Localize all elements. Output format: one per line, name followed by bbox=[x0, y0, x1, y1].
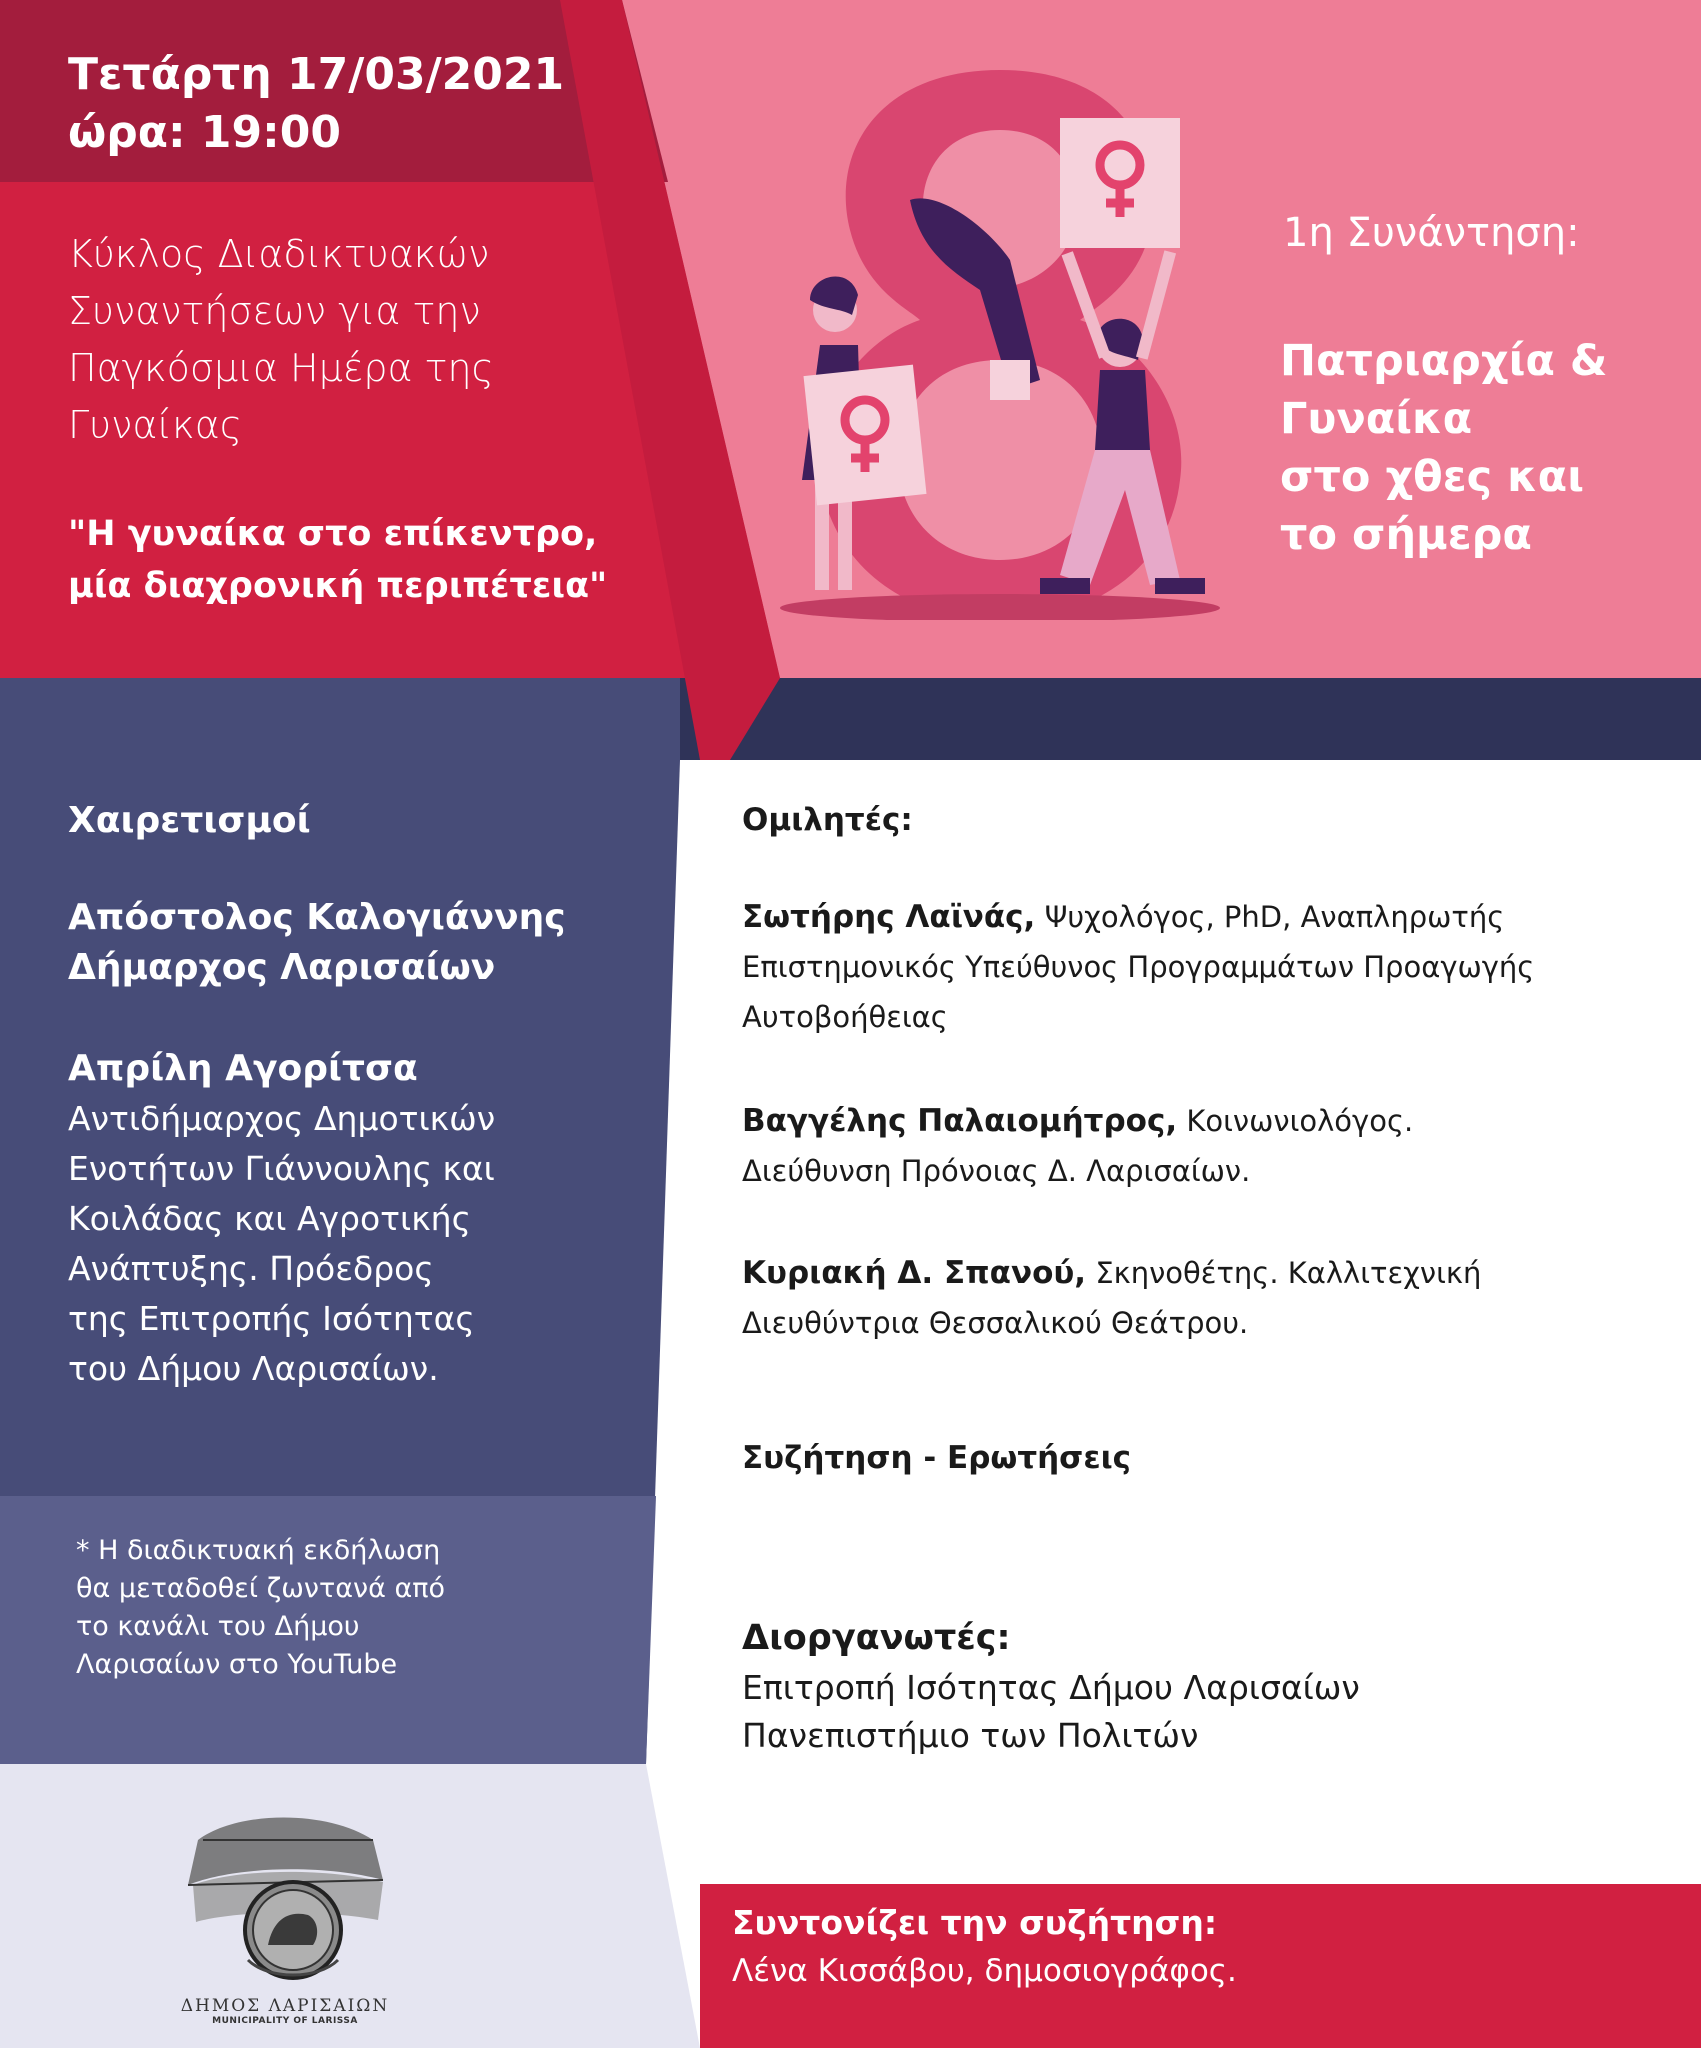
note-line: Λαρισαίων στο YouTube bbox=[76, 1649, 398, 1680]
greetings-title: Χαιρετισμοί bbox=[68, 800, 311, 841]
mayor-name: Απόστολος Καλογιάννης bbox=[68, 897, 566, 938]
logo-subtitle: MUNICIPALITY OF LARISSA bbox=[212, 2016, 358, 2026]
speaker-desc: Σκηνοθέτης. Καλλιτεχνική bbox=[1095, 1256, 1482, 1290]
broadcast-note bbox=[76, 1532, 445, 1684]
series-line: Συναντήσεων για την bbox=[68, 289, 481, 333]
deputy-role-line: Ανάπτυξης. Πρόεδρος bbox=[68, 1249, 434, 1288]
series-line: Παγκόσμια Ημέρα της bbox=[68, 346, 494, 390]
quote-line: μία διαχρονική περιπέτεια" bbox=[68, 566, 608, 606]
organizer-item: Πανεπιστήμιο των Πολιτών bbox=[742, 1716, 1199, 1755]
logo-name: ΔΗΜΟΣ ΛΑΡΙΣΑΙΩΝ bbox=[180, 1996, 390, 2016]
speaker-name: Βαγγέλης Παλαιομήτρος, bbox=[742, 1103, 1178, 1139]
deputy-role-line: Αντιδήμαρχος Δημοτικών bbox=[68, 1099, 496, 1138]
meeting-number: 1η Συνάντηση: bbox=[1283, 210, 1580, 256]
speaker-name: Κυριακή Δ. Σπανού, bbox=[742, 1255, 1087, 1291]
moderator-name: Λένα Κισσάβου, δημοσιογράφος. bbox=[732, 1953, 1237, 1989]
mayor-role: Δήμαρχος Λαρισαίων bbox=[68, 947, 496, 988]
speakers-title: Ομιλητές: bbox=[742, 802, 913, 838]
note-line: θα μεταδοθεί ζωντανά από bbox=[76, 1573, 446, 1604]
meeting-title-line: Πατριαρχία & bbox=[1280, 336, 1608, 386]
deputy-role bbox=[68, 1094, 495, 1394]
series-quote bbox=[68, 508, 607, 612]
speaker-item bbox=[742, 1248, 1481, 1348]
meeting-title-line: το σήμερα bbox=[1280, 510, 1532, 560]
speaker-desc: Ψυχολόγος, PhD, Αναπληρωτής bbox=[1044, 900, 1505, 934]
organizer-item: Επιτροπή Ισότητας Δήμου Λαρισαίων bbox=[742, 1668, 1360, 1707]
speaker-desc-line: Επιστημονικός Υπεύθυνος Προγραμμάτων Προαγωγής bbox=[742, 950, 1535, 984]
speaker-desc-line: Διευθύντρια Θεσσαλικού Θεάτρου. bbox=[742, 1306, 1249, 1340]
organizers-title: Διοργανωτές: bbox=[742, 1618, 1011, 1658]
women-day-illustration bbox=[740, 60, 1260, 620]
meeting-title bbox=[1280, 332, 1607, 564]
speaker-name: Σωτήρης Λαϊνάς, bbox=[742, 899, 1036, 935]
event-date-time bbox=[68, 46, 564, 162]
meeting-title-line: Γυναίκα bbox=[1280, 394, 1473, 444]
quote-line: "Η γυναίκα στο επίκεντρο, bbox=[68, 514, 598, 554]
meeting-title-line: στο χθες και bbox=[1280, 452, 1584, 502]
series-line: Γυναίκας bbox=[68, 403, 243, 447]
deputy-role-line: του Δήμου Λαρισαίων. bbox=[68, 1349, 439, 1388]
municipality-logo bbox=[178, 1810, 392, 2026]
event-date: Τετάρτη 17/03/2021 bbox=[68, 49, 565, 100]
speaker-desc-line: Διεύθυνση Πρόνοιας Δ. Λαρισαίων. bbox=[742, 1154, 1251, 1188]
theatre-seal-icon bbox=[178, 1810, 392, 1990]
series-description bbox=[68, 226, 628, 454]
deputy-role-line: Κοιλάδας και Αγροτικής bbox=[68, 1199, 471, 1238]
speaker-item bbox=[742, 1096, 1413, 1196]
speaker-desc: Κοινωνιολόγος. bbox=[1186, 1104, 1414, 1138]
deputy-role-line: Ενοτήτων Γιάννουλης και bbox=[68, 1149, 495, 1188]
series-line: Κύκλος Διαδικτυακών bbox=[68, 232, 490, 276]
deputy-role-line: της Επιτροπής Ισότητας bbox=[68, 1299, 475, 1338]
speaker-item bbox=[742, 892, 1534, 1042]
speaker-desc-line: Αυτοβοήθειας bbox=[742, 1000, 948, 1034]
moderator-title: Συντονίζει την συζήτηση: bbox=[732, 1903, 1218, 1942]
deputy-name: Απρίλη Αγορίτσα bbox=[68, 1048, 418, 1089]
organizers-list bbox=[742, 1664, 1360, 1760]
note-line: * Η διαδικτυακή εκδήλωση bbox=[76, 1535, 441, 1566]
mayor-block bbox=[68, 893, 566, 993]
event-time: ώρα: 19:00 bbox=[68, 107, 341, 158]
discussion-label: Συζήτηση - Ερωτήσεις bbox=[742, 1440, 1132, 1476]
note-line: το κανάλι του Δήμου bbox=[76, 1611, 360, 1642]
